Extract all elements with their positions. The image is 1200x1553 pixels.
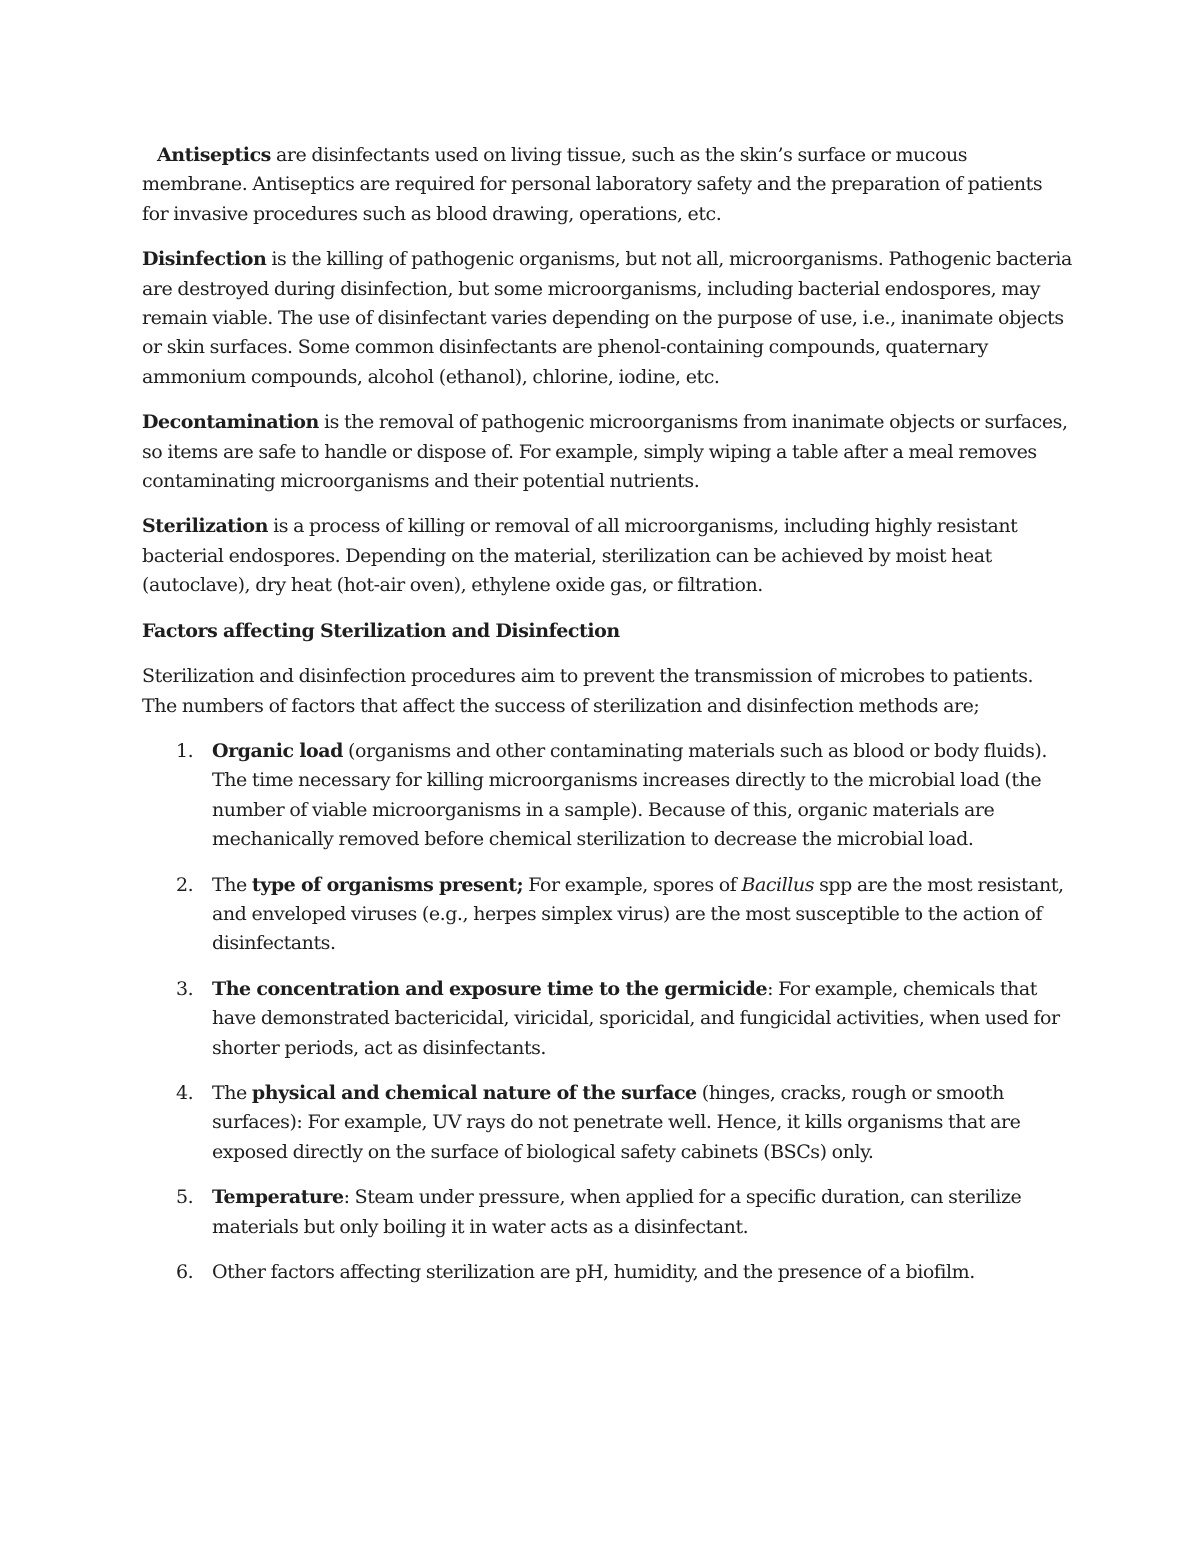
list-item-text: The (212, 1081, 252, 1104)
list-item-bold-text: physical and chemical nature of the surface (251, 1081, 697, 1104)
list-item-text: (hinges, cracks, rough or smooth surfaces): For example, UV rays do not penetrate well. Hence, it kills organisms that are exposed directly on the surface of biological safety cabinets (BSCs) only. (212, 1081, 1021, 1163)
decontamination-paragraph (142, 408, 1072, 496)
list-item-number: 1. (176, 739, 194, 762)
decontamination-definition: is the removal of pathogenic microorganisms from inanimate objects or surfaces, so items are safe to handle or dispose of. For example, simply wiping a table after a meal removes contaminating microorganisms and their potential nutrients. (142, 411, 1068, 493)
list-item-bold-text: Temperature (212, 1186, 344, 1209)
factors-list (142, 737, 1072, 1288)
list-item-text: For example, spores of (523, 873, 742, 896)
sterilization-term: Sterilization (142, 515, 268, 538)
list-item-bold-text: The concentration and exposure time to the germicide (212, 977, 768, 1000)
list-item (142, 1183, 1072, 1242)
list-item (142, 975, 1072, 1063)
list-item (142, 737, 1072, 855)
list-item-number: 3. (176, 977, 194, 1000)
section-intro: Sterilization and disinfection procedures aim to prevent the transmission of microbes to patients. The numbers of factors that affect the success of sterilization and disinfection methods are; (142, 665, 1034, 717)
antiseptics-definition: are disinfectants used on living tissue, such as the skin’s surface or mucous membrane. Antiseptics are required for personal laboratory safety and the preparation of patients for invasive procedures such as blood drawing, operations, etc. (142, 144, 1043, 225)
decontamination-term: Decontamination (142, 411, 319, 434)
list-item (142, 1079, 1072, 1167)
antiseptics-term: Antiseptics (157, 144, 271, 166)
list-item-number: 6. (176, 1261, 194, 1283)
list-item-bold-text: type of organisms present; (251, 873, 524, 896)
document-page (142, 141, 1072, 1303)
section-heading: Factors affecting Sterilization and Disinfection (142, 619, 620, 642)
list-item-text: : Steam under pressure, when applied for a specific duration, can sterilize materials but only boiling it in water acts as a disinfectant. (212, 1186, 1022, 1238)
sterilization-paragraph (142, 512, 1072, 600)
antiseptics-paragraph (142, 141, 1072, 229)
disinfection-definition: is the killing of pathogenic organisms, but not all, microorganisms. Pathogenic bacteria are destroyed during disinfection, but some microorganisms, including bacterial endospores, may remain viable. The use of disinfectant varies depending on the purpose of use, i.e., inanimate objects or skin surfaces. Some common disinfectants are phenol-containing compounds, quaternary ammonium compounds, alcohol (ethanol), chlorine, iodine, etc. (142, 248, 1072, 388)
sterilization-definition: is a process of killing or removal of all microorganisms, including highly resistant bacterial endospores. Depending on the material, sterilization can be achieved by moist heat (autoclave), dry heat (hot-air oven), ethylene oxide gas, or filtration. (142, 515, 1018, 597)
list-item (142, 871, 1072, 959)
disinfection-term: Disinfection (142, 248, 267, 271)
list-item-number: 5. (176, 1186, 194, 1209)
disinfection-paragraph (142, 245, 1072, 392)
list-item-number: 4. (176, 1081, 194, 1104)
list-item-text: The (212, 873, 252, 896)
list-item-italic-text: Bacillus (741, 873, 815, 896)
list-item-text: spp are the most resistant, and enveloped viruses (e.g., herpes simplex virus) are the most susceptible to the action of disinfectants. (212, 873, 1064, 955)
list-item-text: : For example, chemicals that have demonstrated bactericidal, viricidal, sporicidal, and fungicidal activities, when used for shorter periods, act as disinfectants. (212, 977, 1060, 1059)
list-item-text: (organisms and other contaminating materials such as blood or body fluids). The time necessary for killing microorganisms increases directly to the microbial load (the number of viable microorganisms in a sample). Because of this, organic materials are mechanically removed before chemical sterilization to decrease the microbial load. (212, 739, 1047, 851)
list-item-text: Other factors affecting sterilization are pH, humidity, and the presence of a biofilm. (212, 1261, 975, 1283)
list-item-bold-text: Organic load (212, 739, 343, 762)
list-item (142, 1258, 1072, 1287)
list-item-number: 2. (176, 873, 194, 896)
